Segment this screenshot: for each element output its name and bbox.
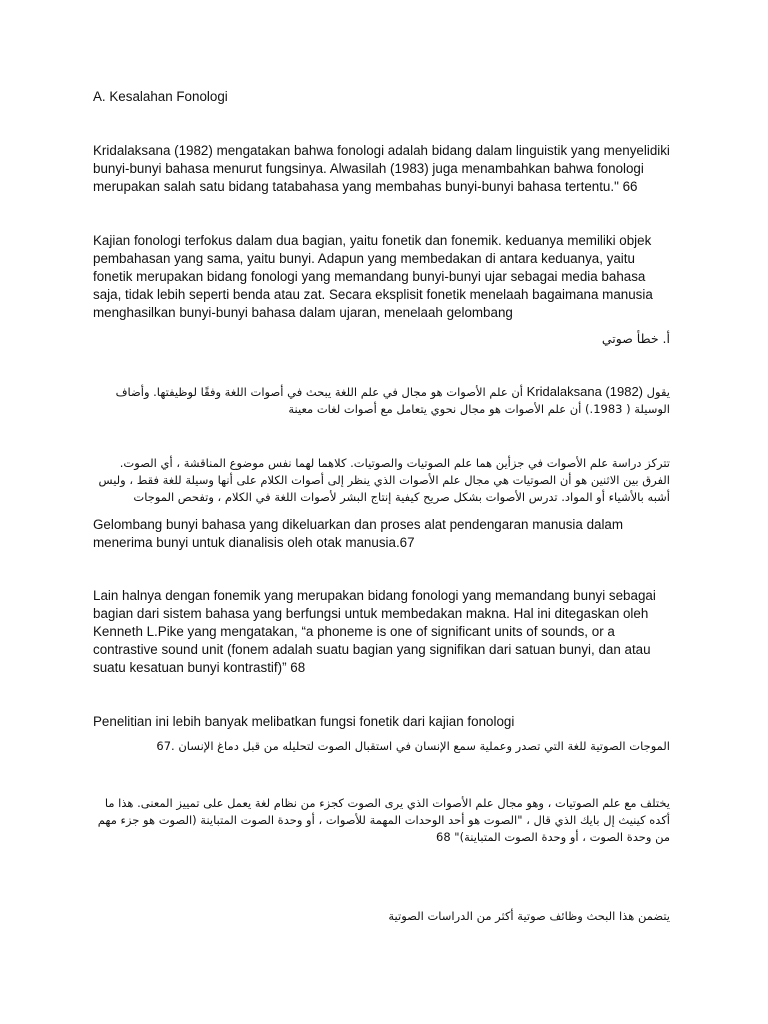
- paragraph-fonemik: Lain halnya dengan fonemik yang merupakan bidang fonologi yang memandang bunyi sebagai bagian dari sistem bahasa yang berfungsi untuk membedakan makna. Hal ini ditegaskan oleh Kenneth L.Pike yang mengatakan, “a phoneme is one of significant units of sounds, or a contrastive sound unit (fonem adalah suatu bagian yang signifikan dari satuan bunyi, dan atau suatu kesatuan bunyi kontrastif)” 68: [93, 588, 656, 675]
- arabic-latin-citation: Kridalaksana (1982): [526, 384, 644, 399]
- arabic-section-heading: أ. خطأ صوتي: [601, 331, 670, 346]
- arabic-prefix: يقول: [643, 385, 670, 399]
- arabic-paragraph-waves: الموجات الصوتية للغة التي تصدر وعملية سمع الإنسان في استقبال الصوت لتحليله من قبل دماغ الإنسان .67: [156, 739, 670, 753]
- arabic-rest: أن علم الأصوات هو مجال في علم اللغة يبحث في أصوات اللغة وفقًا لوظيفتها. وأضاف الوسيلة ( 1983.) أن علم الأصوات هو مجال نحوي يتعامل مع أصوات لغات معينة: [115, 385, 670, 416]
- section-heading: A. Kesalahan Fonologi: [93, 89, 228, 104]
- arabic-paragraph-phonology: تتركز دراسة علم الأصوات في جزأين هما علم الصوتيات والصوتيات. كلاهما لهما نفس موضوع المناقشة ، أي الصوت. الفرق بين الاثنين هو أن الصوتيات هي مجال علم الأصوات الذي ينظر إلى أصوات الكلام على أنها وسيلة للغة فقط ، وليس أشبه بالأشياء أو المواد. تدرس الأصوات بشكل صريح كيفية إنتاج البشر لأصوات اللغة في الكلام ، وتفحص الموجات: [98, 456, 670, 504]
- paragraph-kajian-fonologi: Kajian fonologi terfokus dalam dua bagian, yaitu fonetik dan fonemik. keduanya memiliki objek pembahasan yang sama, yaitu bunyi. Adapun yang membedakan di antara keduanya, yaitu fonetik merupakan bidang fonologi yang memandang bunyi-bunyi ujar sebagai media bahasa saja, tidak lebih seperti benda atau zat. Secara eksplisit fonetik menelaah bagaimana manusia menghasilkan bunyi-bunyi bahasa dalam ujaran, menelaah gelombang: [93, 233, 653, 320]
- arabic-paragraph-kridalaksana: [90, 383, 670, 418]
- paragraph-gelombang: Gelombang bunyi bahasa yang dikeluarkan dan proses alat pendengaran manusia dalam menerima bunyi untuk dianalisis oleh otak manusia.67: [93, 517, 624, 550]
- arabic-paragraph-phonemics: يختلف مع علم الصوتيات ، وهو مجال علم الأصوات الذي يرى الصوت كجزء من نظام لغة يعمل على تمييز المعنى. هذا ما أكده كينيث إل بايك الذي قال ، "الصوت هو أحد الوحدات المهمة للأصوات ، أو وحدة الصوت المتباينة (الصوت هو جزء مهم من وحدة الصوت ، أو وحدة الصوت المتباينة)" 68: [97, 796, 670, 844]
- paragraph-penelitian: Penelitian ini lebih banyak melibatkan fungsi fonetik dari kajian fonologi: [93, 714, 515, 729]
- paragraph-kridalaksana: Kridalaksana (1982) mengatakan bahwa fonologi adalah bidang dalam linguistik yang menyelidiki bunyi-bunyi bahasa menurut fungsinya. Alwasilah (1983) juga menambahkan bahwa fonologi merupakan salah satu bidang tatabahasa yang membahas bunyi-bunyi bahasa tertentu." 66: [93, 143, 670, 194]
- arabic-paragraph-research: يتضمن هذا البحث وظائف صوتية أكثر من الدراسات الصوتية: [388, 909, 670, 923]
